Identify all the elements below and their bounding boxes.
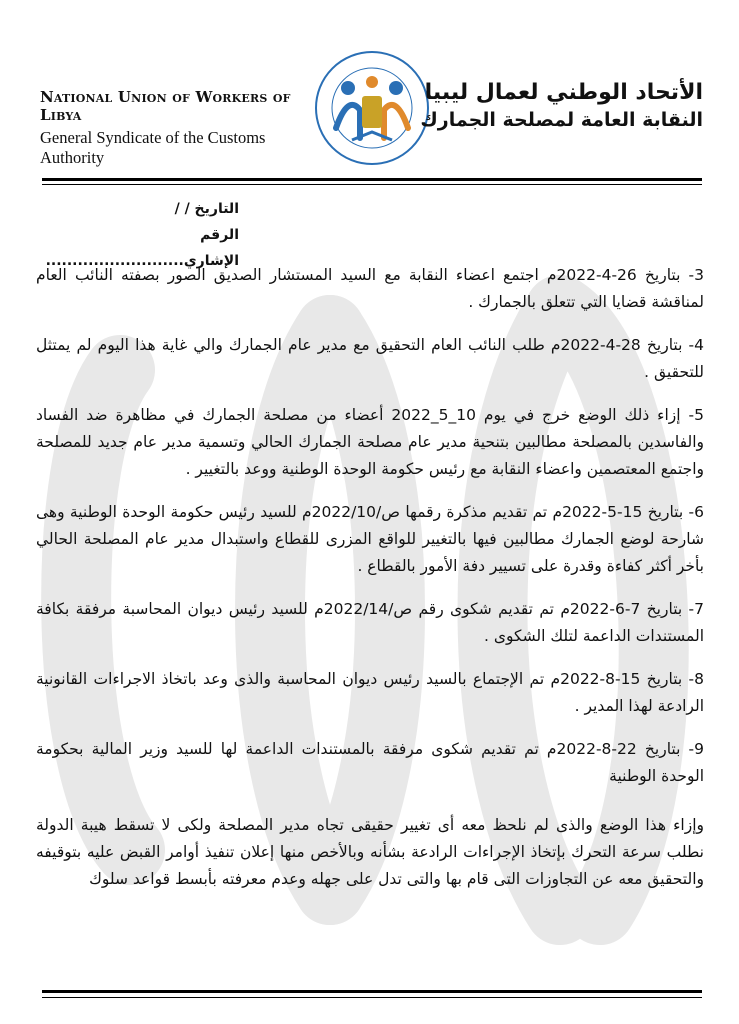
letter-body (36, 262, 704, 909)
figure-head-icon (341, 81, 355, 95)
header-rule-thin (42, 184, 702, 185)
syndicate-name-english: General Syndicate of the Customs Authority (40, 128, 266, 167)
footer-rule-thick (42, 990, 702, 993)
emblem-icon (362, 96, 382, 128)
letterhead-arabic (403, 80, 703, 131)
date-label: التاريخ / / (174, 201, 239, 217)
reference-number-label: الرقم الإشاري.......................... (45, 227, 239, 269)
list-item: 9- بتاريخ 22-8-2022م تم تقديم شكوى مرفقة بالمستندات الداعمة لها للسيد وزير المالية بحكومة الوحدة الوطنية (36, 740, 705, 785)
closing-paragraph: وإزاء هذا الوضع والذى لم نلحظ معه أى تغيير حقيقى تجاه مدير المصلحة ولكى لا تسقط هيبة الدولة نطلب سرعة التحرك بإتخاذ الإجراءات الرادعة بشأنه وبالأخص منها إعلان تنفيذ أوامر القبض عليه بتوقيفه والتحقيق معه عن التجاوزات التى قام بها والتى تدل على جهله وعدم معرفته بأبسط قواعد سلوك (36, 816, 704, 888)
document-meta (39, 196, 239, 269)
list-item: 7- بتاريخ 7-6-2022م تم تقديم شكوى رقم ص/2022/14م للسيد رئيس ديوان المحاسبة مرفقة بكافة المستندات الداعمة لتلك الشكوى . (36, 600, 704, 645)
org-name-arabic: الأتحاد الوطني لعمال ليبيا (424, 80, 703, 105)
header-rule-thick (42, 178, 702, 181)
list-item: 5- إزاء ذلك الوضع خرج في يوم 10_5_2022 أعضاء من مصلحة الجمارك في مظاهرة ضد الفساد والفاسدين بالمصلحة مطالبين بتنحية مدير عام مصلحة الجمارك الحالي وتسمية مدير عام جديد للمصلحة واجتمع المعتصمين واعضاء النقابة مع رئيس حكومة الوحدة الوطنية ووعد بالتغيير . (36, 406, 704, 478)
list-item: 3- بتاريخ 26-4-2022م اجتمع اعضاء النقابة مع السيد المستشار الصديق الصور بصفته النائب العام لمناقشة قضايا التي تتعلق بالجمارك . (36, 266, 705, 311)
figure-head-icon (366, 76, 378, 88)
list-item: 4- بتاريخ 28-4-2022م طلب النائب العام التحقيق مع مدير عام الجمارك والي غاية هذا اليوم لم يمتثل للتحقيق . (36, 336, 704, 381)
figure-head-icon (389, 81, 403, 95)
org-name-english: National Union of Workers of Libya (40, 88, 291, 124)
letterhead-english (40, 88, 310, 168)
list-item: 6- بتاريخ 15-5-2022م تم تقديم مذكرة رقمها ص/2022/10م للسيد رئيس حكومة الوحدة الوطنية وهى شارحة لوضع الجمارك مطالبين فيها بالتغيير للواقع المزرى للقطاع واستبدال مدير عام المصلحة الحالي بأخر أكثر كفاءة وقدرة على تسيير دفة الأمور بالقطاع . (36, 503, 704, 575)
footer-rule-thin (42, 997, 702, 998)
syndicate-name-arabic: النقابة العامة لمصلحة الجمارك (420, 109, 703, 131)
list-item: 8- بتاريخ 15-8-2022م تم الإجتماع بالسيد رئيس ديوان المحاسبة والذى وعد باتخاذ الاجراءات القانونية الرادعة لهذا المدير . (36, 670, 704, 715)
